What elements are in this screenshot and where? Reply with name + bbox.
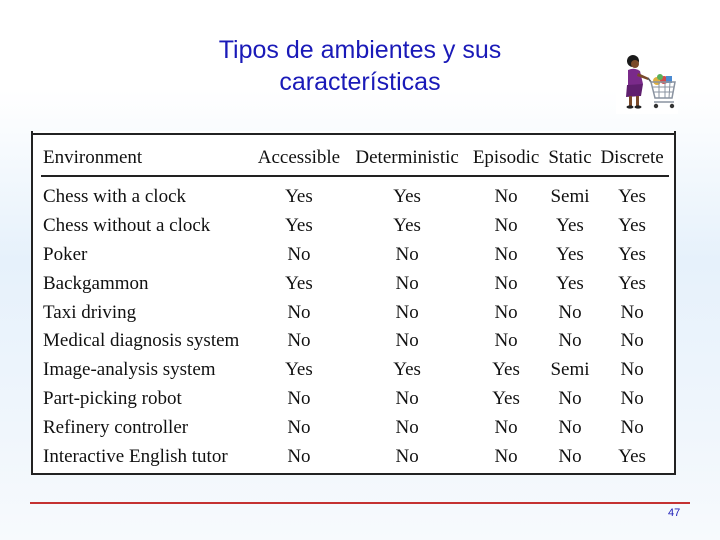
table-row [41,385,669,414]
cell-discrete: Yes [618,243,646,265]
cell-environment: Backgammon [43,272,149,294]
cell-episodic: No [494,186,518,208]
cell-deterministic: No [395,272,419,294]
table-row [41,298,669,327]
header-discrete: Discrete [595,141,669,176]
cell-environment: Medical diagnosis system [43,330,240,352]
cell-accessible: No [287,445,311,467]
cell-episodic: No [494,215,518,237]
cell-accessible: No [287,243,311,265]
table-row [41,269,669,298]
header-episodic: Episodic [467,141,544,176]
table-header-row [41,141,669,176]
cell-static: No [558,416,582,438]
cell-episodic: No [494,243,518,265]
cell-discrete: Yes [618,445,646,467]
environment-table-panel [31,131,676,475]
cell-static: No [558,330,582,352]
environment-properties-table [41,141,669,471]
cell-static: No [558,387,582,409]
slide-title: Tipos de ambientes y sus características [218,36,502,96]
cell-environment: Taxi driving [43,301,137,323]
cell-accessible: Yes [285,186,313,208]
cell-deterministic: No [395,301,419,323]
table-row [41,241,669,270]
cell-static: No [558,445,582,467]
cell-static: Yes [556,243,584,265]
table-row [41,413,669,442]
woman-with-shopping-cart-icon [616,52,678,114]
cell-deterministic: Yes [393,215,421,237]
header-deterministic: Deterministic [347,141,467,176]
cell-environment: Chess without a clock [43,215,211,237]
table-row [41,442,669,471]
table-row [41,356,669,385]
cell-environment: Chess with a clock [43,186,187,208]
cell-static: No [558,301,582,323]
cell-deterministic: No [395,243,419,265]
cell-accessible: No [287,387,311,409]
table-row [41,212,669,241]
shopping-cart-clipart [616,52,678,114]
cell-episodic: Yes [492,359,520,381]
cell-deterministic: Yes [393,359,421,381]
cell-discrete: No [620,359,644,381]
page-number: 47 [668,507,681,519]
cell-environment: Poker [43,243,88,265]
cell-accessible: Yes [285,359,313,381]
cell-environment: Part-picking robot [43,387,182,409]
footer-divider [30,502,690,504]
table-row [41,176,669,212]
cell-static: Semi [550,359,590,381]
table-row [41,327,669,356]
cell-deterministic: No [395,330,419,352]
cell-accessible: No [287,301,311,323]
cell-environment: Image-analysis system [43,359,216,381]
cell-episodic: No [494,416,518,438]
cell-episodic: No [494,445,518,467]
cell-episodic: Yes [492,387,520,409]
cell-episodic: No [494,330,518,352]
cell-accessible: No [287,416,311,438]
cell-discrete: No [620,416,644,438]
cell-deterministic: Yes [393,186,421,208]
header-static: Static [545,141,595,176]
cell-static: Yes [556,272,584,294]
cell-accessible: Yes [285,215,313,237]
cell-accessible: No [287,330,311,352]
header-environment: Environment [41,141,251,176]
cell-static: Semi [550,186,590,208]
cell-discrete: No [620,387,644,409]
cell-episodic: No [494,301,518,323]
cell-accessible: Yes [285,272,313,294]
header-accessible: Accessible [251,141,347,176]
cell-deterministic: No [395,387,419,409]
cell-discrete: Yes [618,272,646,294]
cell-deterministic: No [395,416,419,438]
cell-deterministic: No [395,445,419,467]
cell-episodic: No [494,272,518,294]
cell-discrete: No [620,301,644,323]
cell-discrete: Yes [618,215,646,237]
cell-environment: Interactive English tutor [43,445,228,467]
cell-discrete: Yes [618,186,646,208]
cell-static: Yes [556,215,584,237]
cell-discrete: No [620,330,644,352]
cell-environment: Refinery controller [43,416,189,438]
